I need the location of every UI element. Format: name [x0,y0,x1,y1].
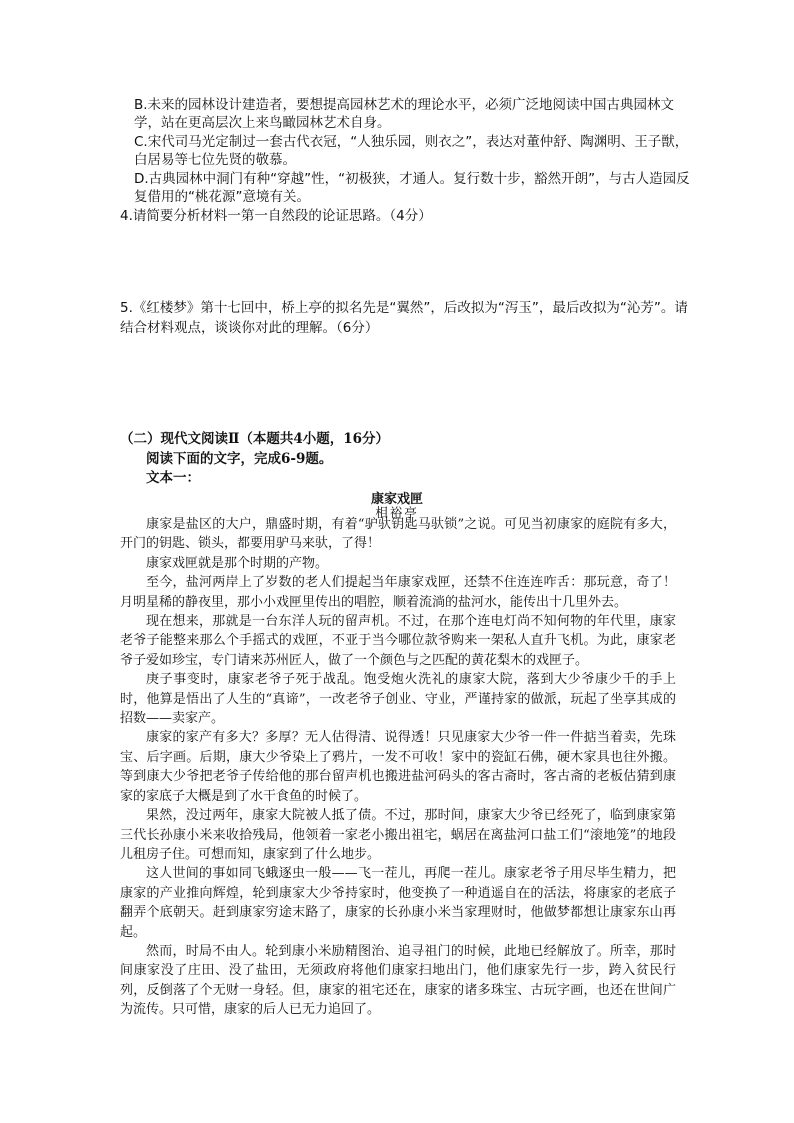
option-c-text: C.宋代司马光定制过一套古代衣冠，“人独乐园，则衣之”，表达对董仲舒、陶渊明、王子獣，白居易等七位先贤的敬慕。 [134,134,689,168]
text-label: 文本一： [146,470,200,486]
story-paragraph: 至今，盐河两岸上了岁数的老人们提起当年康家戏匣，还禁不住连连咋舌：那玩意，奇了！月明星稀的静夜里，那小小戏匣里传出的唱腔，顺着流淌的盐河水，能传出十几里外去。 [120,575,676,610]
section-heading: （二）现代文阅读Ⅱ（本题共4小题，16分） [120,431,390,447]
story-paragraph: 康家戏匣就是那个时期的产物。 [146,555,329,571]
story-paragraph: 果然，没过两年，康家大院被人抵了债。不过，那时间，康家大少爷已经死了，临到康家第三代长孙康小米来收拾残局，他领着一家老小搬出祖宅，蜗居在离盐河口盐工们“滚地笼”的地段儿租房子住。可想而知，康家到了什么地步。 [120,808,676,862]
option-c [134,133,694,169]
story-author: 相裕亭 [375,505,419,520]
story-paragraph: 康家是盐区的大户，鼎盛时期，有着“驴驮钥匙马驮锁”之说。可见当初康家的庭院有多大，开门的钥匙、锁头，都要用驴马来驮，了得！ [120,517,676,552]
question-5: 5.《红楼梦》第十七回中，桥上亭的拟名先是“翼然”，后改拟为“泻玉”，最后改拟为“沁芳”。请结合材料观点，谈谈你对此的理解。（6分） [120,300,688,336]
option-d [134,170,694,206]
reading-instruction: 阅读下面的文字，完成6-9题。 [146,451,333,467]
story-paragraph: 然而，时局不由人。轮到康小米励精图治、追寻祖门的时候，此地已经解放了。所幸，那时间康家没了庄田、没了盐田，无须政府将他们康家扫地出门，他们康家先行一步，跨入贫民行列，反倒落了个无财一身轻。但，康家的祖宅还在，康家的诸多珠宝、古玩字画，也还在世间广为流传。只可惜，康家的后人已无力追回了。 [120,943,676,1018]
option-b [134,96,694,132]
story-paragraph: 这人世间的事如同飞蛾逐虫一般——飞一茬儿，再爬一茬儿。康家老爷子用尽毕生精力，把康家的产业推向辉煌，轮到康家大少爷持家时，他变换了一种逍遥自在的活法，将康家的老底子翻弄个底朝天。赶到康家穷途末路了，康家的长孙康小米当家理财时，他做梦都想让康家东山再起。 [120,866,676,940]
question-4: 4.请简要分析材料一第一自然段的论证思路。（4分） [120,208,432,224]
story-paragraph: 庚子事变时，康家老爷子死于战乱。饱受炮火洗礼的康家大院，落到大少爷康少千的手上时，他算是悟出了人生的“真谛”，一改老爷子创业、守业，严谨持家的做派，玩起了坐享其成的招数——卖家产。 [120,672,676,727]
story-paragraph: 现在想来，那就是一台东洋人玩的留声机。不过，在那个连电灯尚不知何物的年代里，康家老爷子能整来那么个手摇式的戏匣，不亚于当今哪位款爷购来一架私人直升飞机。为此，康家老爷子爱如珍宝，专门请来苏州匠人，做了一个颜色与之匹配的黄花梨木的戏匣子。 [120,614,676,668]
option-d-text: D.古典园林中洞门有种“穿越”性，“初极狭，才通人。复行数十步，豁然开朗”，与古人造园反复借用的“桃花源”意境有关。 [134,171,690,205]
story-title: 康家戏匣 [370,492,423,507]
story-paragraph: 康家的家产有多大？多厚？无人估得清、说得透！只见康家大少爷一件一件掂当着卖，先珠宝、后字画。后期，康大少爷染上了鸦片，一发不可收！家中的瓷缸石佛，硬木家具也往外搬。等到康大少爷把老爷子传给他的那台留声机也搬进盐河码头的客古斋时，客古斋的老板估猜到康家的家底子大概是到了水干食鱼的时候了。 [120,730,676,804]
story-body [120,515,676,1020]
option-b-text: B.未来的园林设计建造者，要想提高园林艺术的理论水平，必须广泛地阅读中国古典园林文学，站在更高层次上来鸟瞰园林艺术自身。 [134,97,675,131]
